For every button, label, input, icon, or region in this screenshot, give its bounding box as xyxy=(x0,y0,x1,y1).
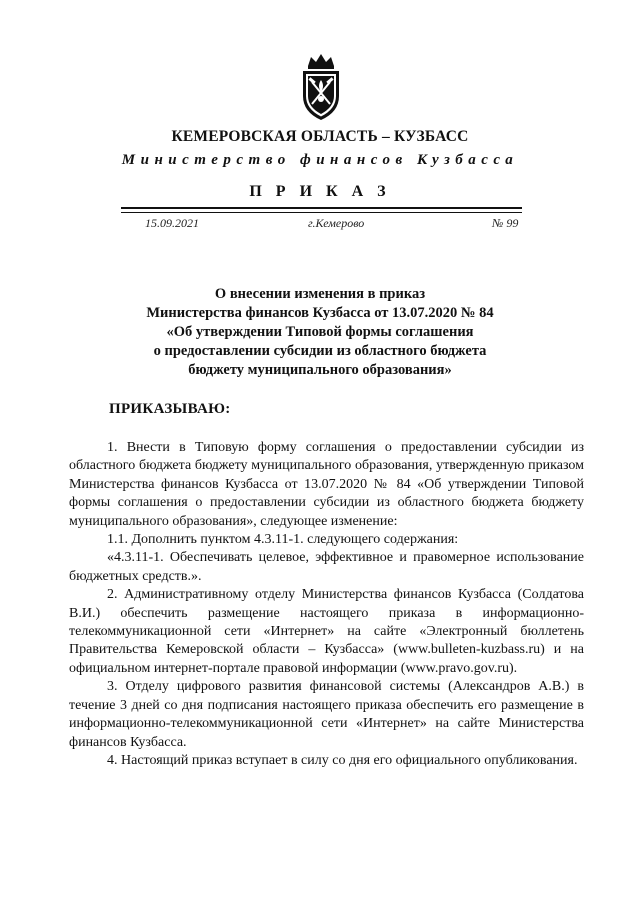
order-number: № 99 xyxy=(492,216,519,230)
subject-line: о предоставлении субсидии из областного бюджета xyxy=(153,343,487,359)
kuzbass-coat-of-arms-icon xyxy=(299,52,343,122)
body-paragraph: 1. Внести в Типовую форму соглашения о предоставлении субсидии из областного бюджета бюджету муниципального образования, утвержденную приказом Министерства финансов Кузбасса от 13.07.2020 № 84 «Об утверждении Типовой формы соглашения о предоставлении субсидии из областного бюджета бюджету муниципального образования», следующее изменение: xyxy=(69,440,584,529)
body-paragraph: «4.3.11-1. Обеспечивать целевое, эффективное и правомерное использование бюджетных средств.». xyxy=(69,550,584,584)
subject-line: бюджету муниципального образования» xyxy=(188,362,452,378)
subject-line: О внесении изменения в приказ xyxy=(214,286,426,302)
order-date: 15.09.2021 xyxy=(145,216,199,230)
body-paragraph: 2. Административному отделу Министерства финансов Кузбасса (Солдатова В.И.) обеспечить размещение настоящего приказа в информационно-телекоммуникационной сети «Интернет» на сайте «Электронный бюллетень Правительства Кемеровской области – Кузбасса» (www.bulleten-kuzbass.ru) и на официальном интернет-портале правовой информации (www.pravo.gov.ru). xyxy=(69,587,584,676)
header-divider-thin xyxy=(121,212,522,213)
body-paragraph: 1.1. Дополнить пунктом 4.3.11-1. следующего содержания: xyxy=(107,532,459,548)
header-divider-thick xyxy=(121,207,522,209)
order-city: г.Кемерово xyxy=(308,216,365,230)
region-name: КЕМЕРОВСКАЯ ОБЛАСТЬ – КУЗБАСС xyxy=(171,128,469,145)
order-title: П Р И К А З xyxy=(249,183,391,200)
body-paragraph: 4. Настоящий приказ вступает в силу со дня его официального опубликования. xyxy=(107,752,578,768)
ministry-name: Министерство финансов Кузбасса xyxy=(121,152,519,168)
subject-line: «Об утверждении Типовой формы соглашения xyxy=(166,324,474,340)
directive-heading: ПРИКАЗЫВАЮ: xyxy=(109,401,231,417)
body-paragraph: 3. Отделу цифрового развития финансовой системы (Александров А.В.) в течение 3 дней со дня подписания настоящего приказа обеспечить его размещение в информационно-телекоммуникационной сети «Интернет» на сайте Министерства финансов Кузбасса. xyxy=(69,679,584,750)
subject-line: Министерства финансов Кузбасса от 13.07.2020 № 84 xyxy=(146,305,494,321)
order-subject xyxy=(90,285,550,380)
order-body xyxy=(69,439,584,770)
